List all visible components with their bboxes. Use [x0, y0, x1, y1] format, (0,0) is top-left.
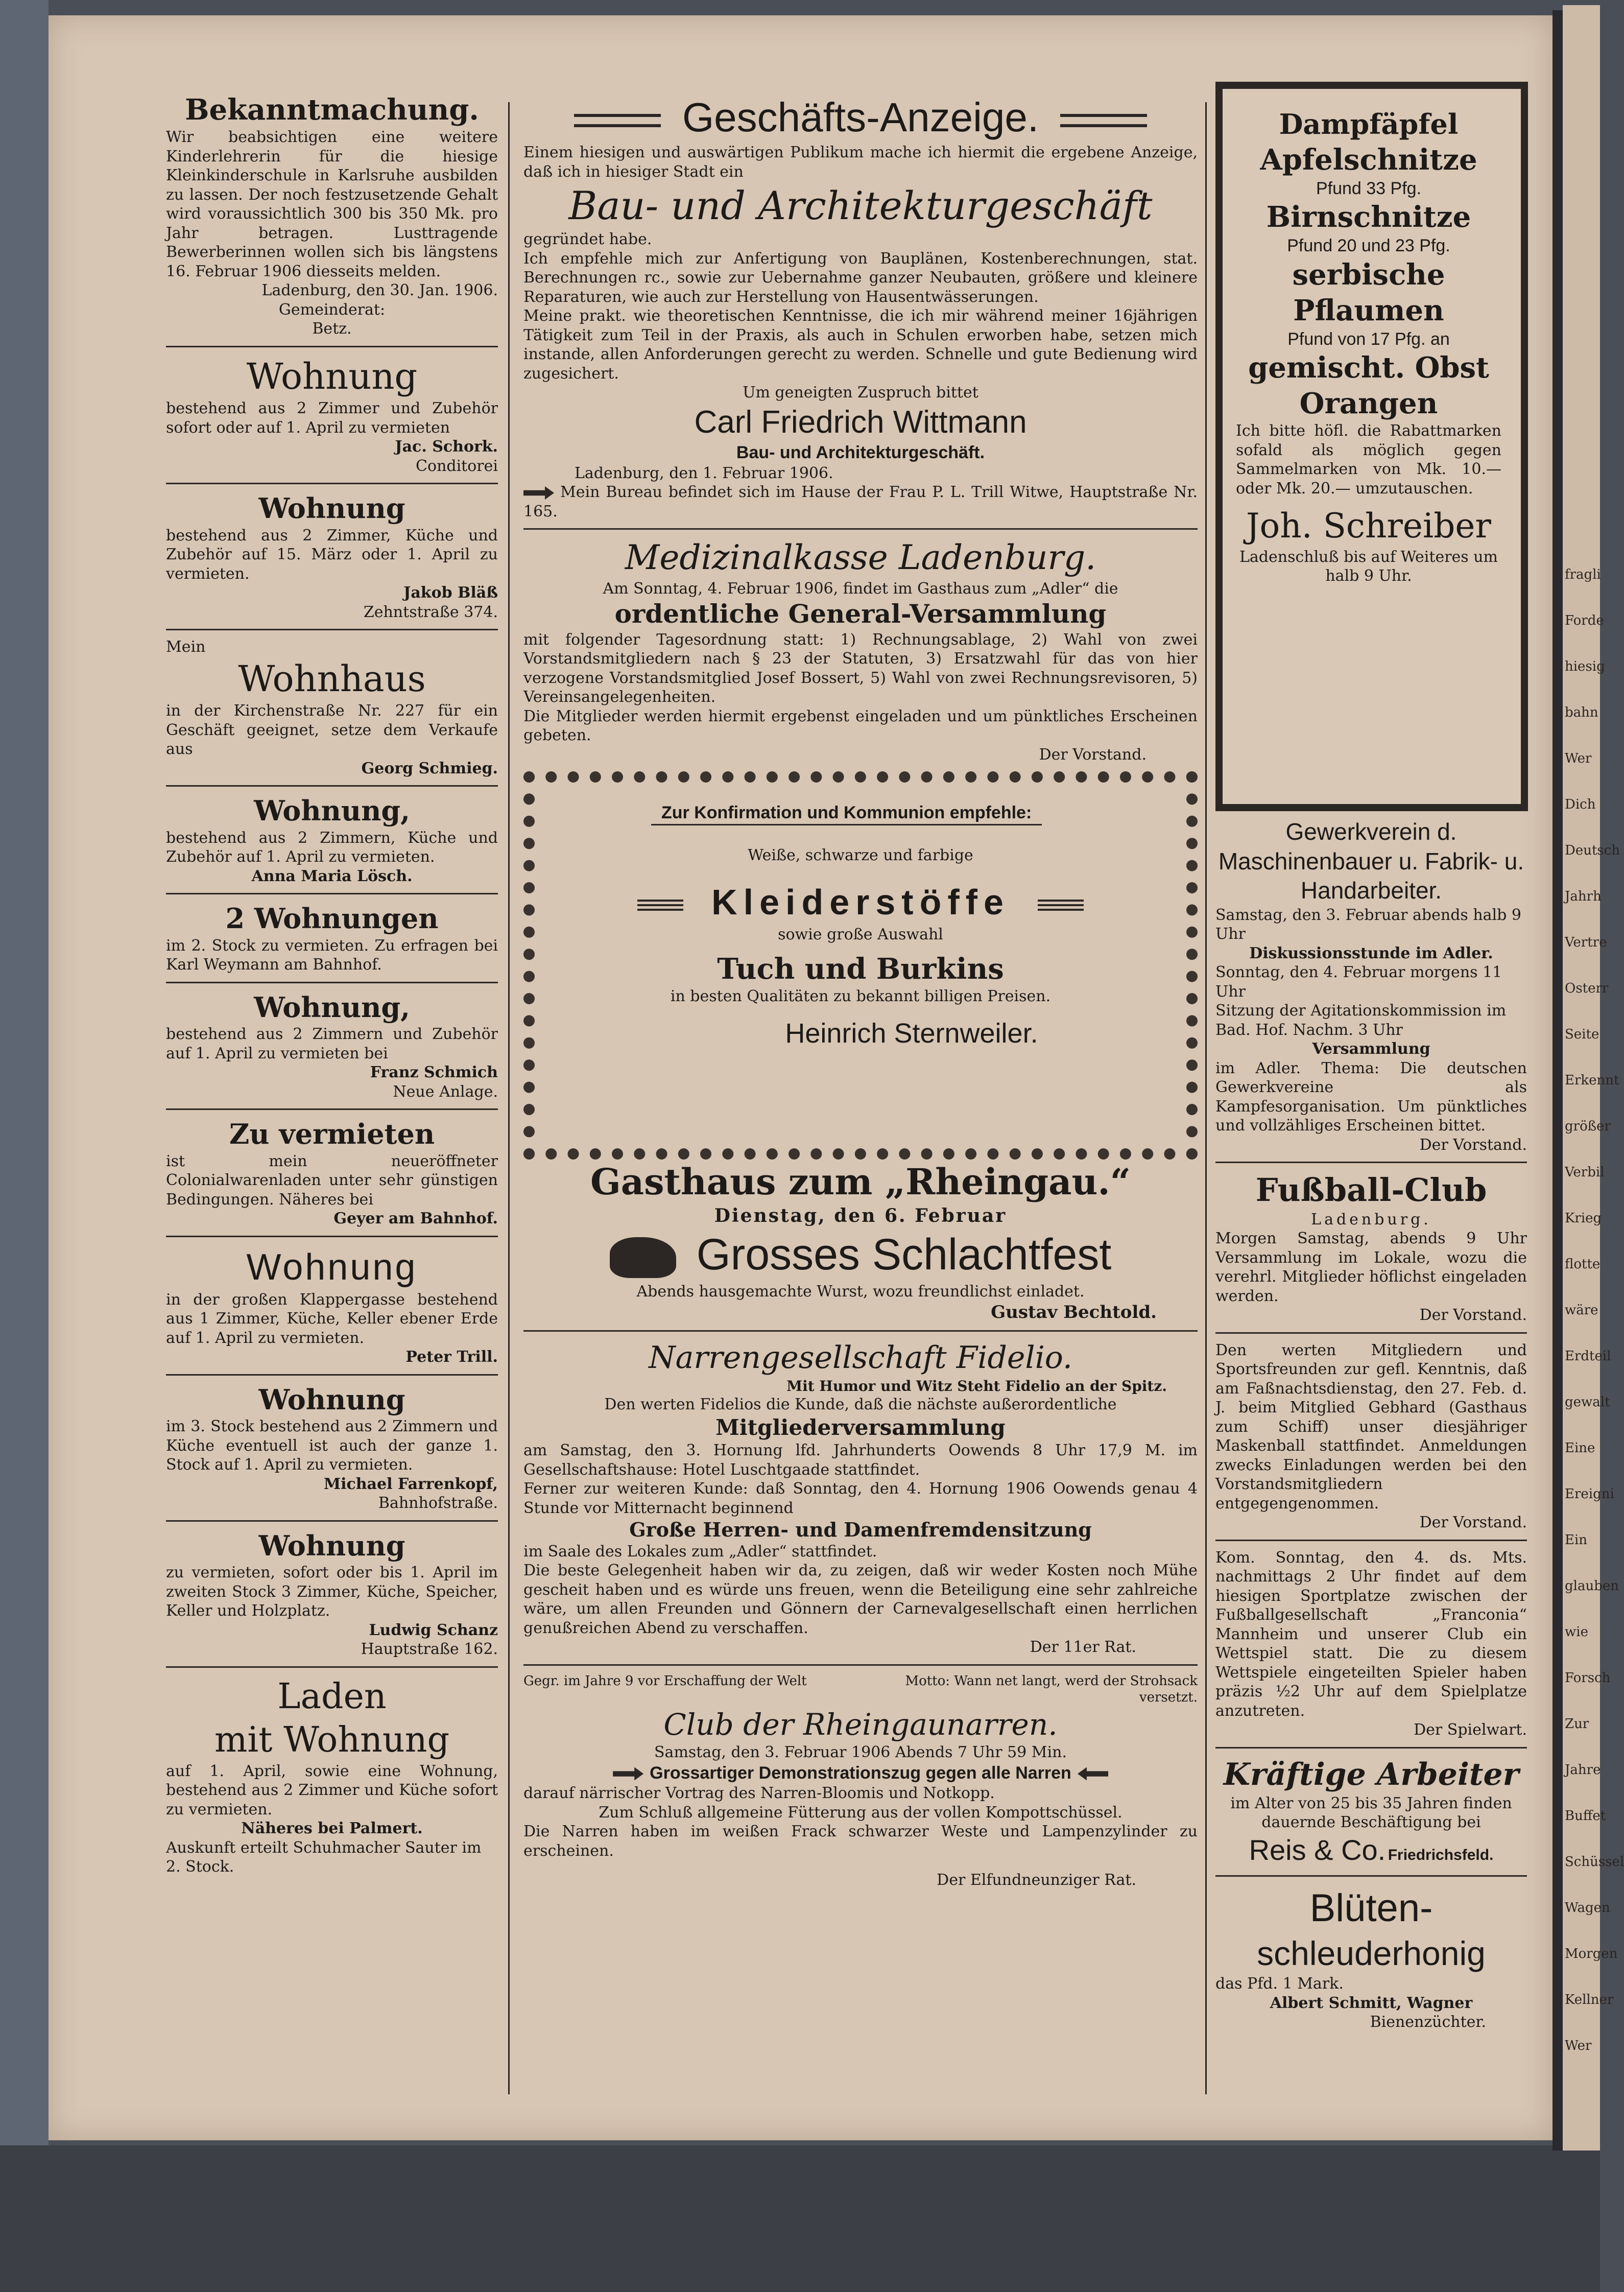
notice-body: Wir beabsichtigen eine weitere Kinderlehrerin für die hiesige Kleinkinderschule in Karlsruhe ausbilden zu lassen. Der noch festzusetzende Gehalt wird voraussichtlich 300 bis 350 Mk. pro Jahr betragen. Lusttragende Bewerberinnen wollen sich bis längstens 16. Februar 1906 diesseits melden.	[166, 128, 498, 280]
ad-title: Gewerkverein d. Maschinenbauer u. Fabrik- u. Handarbeiter.	[1218, 818, 1524, 904]
ad-sub: Bahnhofstraße.	[378, 1494, 498, 1512]
pointing-hand-icon	[523, 486, 554, 500]
rule	[523, 1664, 1198, 1666]
ad-name: Franz Schmich	[370, 1064, 498, 1081]
ad-wohnung-6	[166, 1383, 498, 1513]
ad-wohnhaus	[166, 637, 498, 778]
ad-sign-1: Der Vorstand.	[1419, 1306, 1527, 1324]
pointing-hand-icon	[613, 1767, 643, 1781]
ad-title: Wohnung,	[254, 794, 410, 827]
ad-sign: Der Elfundneunziger Rat.	[937, 1871, 1136, 1889]
ad-line-2: sowie große Auswahl	[778, 925, 943, 943]
adjacent-page-fragment: Ein	[1565, 1532, 1588, 1548]
adjacent-page-fragment: Verbil	[1565, 1165, 1605, 1180]
ad-date: Dienstag, den 6. Februar	[714, 1204, 1007, 1226]
ad-price-2: Pfund 20 und 23 Pfg.	[1287, 236, 1450, 255]
ad-title-2: schleuderhonig	[1257, 1934, 1486, 1972]
adjacent-page-fragment: wäre	[1565, 1303, 1598, 1318]
ad-body: im Alter von 25 bis 35 Jahren finden dauernde Beschäftigung bei	[1230, 1794, 1512, 1831]
adjacent-page-fragment: Eine	[1565, 1440, 1595, 1456]
rule	[1215, 1540, 1527, 1541]
ad-event-2: Große Herren- und Damenfremdensitzung	[629, 1518, 1092, 1541]
ad-intro: Den werten Fidelios die Kunde, daß die nächste außerordentliche	[604, 1396, 1117, 1413]
adjacent-page-fragment: Jahrh	[1565, 889, 1602, 904]
ad-sign: Der 11er Rat.	[1030, 1638, 1136, 1656]
ad-founded: gegründet habe.	[523, 230, 652, 248]
ad-event-1: Diskussionsstunde im Adler.	[1249, 944, 1493, 962]
ad-note: Ich bitte höfl. die Rabattmarken sofald als möglich gegen Sammelmarken von Mk. 10.— oder Mk. 20.— umzutauschen.	[1236, 422, 1501, 498]
ad-name: Ludwig Schanz	[369, 1621, 498, 1639]
pig-icon	[610, 1237, 676, 1278]
ornament-lines-left	[637, 900, 683, 911]
adjacent-page-fragment: Forde	[1565, 613, 1604, 628]
ad-event-2: Sitzung der Agitationskommission im Bad. Hof. Nachm. 3 Uhr	[1215, 1002, 1507, 1039]
adjacent-page-fragment: flotte	[1565, 1257, 1601, 1272]
ad-intro: Einem hiesigen und auswärtigen Publikum mache ich hiermit die ergebene Anzeige, daß ich in hiesiger Stadt ein	[523, 144, 1198, 181]
adjacent-page-fragment: Erdteil	[1565, 1349, 1611, 1364]
rule	[166, 1666, 498, 1668]
ad-medizinalkasse	[523, 537, 1198, 764]
ad-event-3: Versammlung	[1312, 1040, 1430, 1058]
ad-sub: Hauptstraße 162.	[361, 1640, 498, 1658]
scanner-background-bottom	[0, 2145, 1600, 2292]
ad-fidelio	[523, 1339, 1198, 1657]
ad-sub: Zehntstraße 374.	[363, 603, 498, 621]
ad-price-3: Pfund von 17 Pfg. an	[1287, 329, 1450, 349]
ad-founded: Gegr. im Jahre 9 vor Erschaffung der Welt	[523, 1673, 807, 1689]
notice-title: Bekanntmachung.	[185, 93, 479, 127]
ad-line-2: Apfelschnitze	[1260, 143, 1477, 177]
ad-body: bestehend aus 2 Zimmern, Küche und Zubehör auf 1. April zu vermieten.	[166, 829, 498, 866]
ad-name: Albert Schmitt, Wagner	[1270, 1994, 1473, 2012]
ad-wohnung-5	[166, 1244, 498, 1367]
adjacent-page-fragment: fragli	[1565, 567, 1601, 582]
adjacent-page-edge	[1563, 5, 1624, 2151]
ad-motto: Mit Humor und Witz Steht Fidelio an der Spitz.	[786, 1378, 1167, 1395]
adjacent-page-fragment: Kellner	[1565, 1992, 1614, 2007]
adjacent-page-fragment: Wagen	[1565, 1900, 1610, 1916]
rule	[166, 1236, 498, 1237]
column-divider-left	[508, 102, 510, 2094]
ad-sign: Der Vorstand.	[1039, 745, 1147, 764]
ad-body-2: Meine prakt. wie theoretischen Kenntnisse, die ich mir während meiner 16jährigen Tätigkeit zum Teil in der Praxis, als auch in Schulen erworben habe, setzen mich instande, allen Anforderungen gerecht zu werden. Schnelle und gute Bedienung wird zugesichert.	[523, 307, 1198, 383]
ad-event: ordentliche General-Versammlung	[614, 599, 1107, 629]
ad-title: 2 Wohnungen	[225, 902, 439, 935]
rule	[1215, 1747, 1527, 1748]
rule	[523, 528, 1198, 530]
pointing-hand-icon	[1078, 1767, 1108, 1781]
ad-name: Jac. Schork.	[395, 438, 498, 456]
ad-wohnung-3	[166, 794, 498, 886]
adjacent-page-fragment: bahn	[1565, 705, 1598, 720]
ad-wohnung-2	[166, 491, 498, 622]
ad-obst-frame	[1215, 82, 1542, 817]
adjacent-page-fragment: Schüssel	[1565, 1854, 1624, 1870]
ad-gewerkverein	[1215, 817, 1527, 1154]
notice-council: Gemeinderat:	[278, 300, 386, 319]
ad-sub: Bienenzüchter.	[1370, 2013, 1486, 2031]
adjacent-page-fragment: Ereigni	[1565, 1486, 1614, 1502]
ad-business: Bau- und Architekturgeschäft	[568, 183, 1153, 228]
adjacent-page-fragment: Zur	[1565, 1716, 1589, 1732]
ad-body-1: darauf närrischer Vortrag des Narren-Bloomis und Notkopp.	[523, 1784, 995, 1802]
ad-name: Joh. Schreiber	[1246, 506, 1491, 546]
binding-gutter	[1553, 10, 1563, 2151]
ad-pre: Mein	[166, 638, 206, 656]
ad-title: Medizinalkasse Ladenburg.	[625, 538, 1096, 577]
ad-body-1: am Samstag, den 3. Hornung lfd. Jahrhunderts Oowends 8 Uhr 17,9 M. im Gesellschaftshause: Hotel Luschtgaade stattfindet.	[523, 1442, 1198, 1479]
ad-name: Georg Schmieg.	[361, 759, 498, 777]
ad-geschaefts-anzeige	[523, 92, 1198, 521]
ad-line-1: Dampfäpfel	[1279, 108, 1459, 140]
ad-title: Gasthaus zum „Rheingau.“	[590, 1161, 1131, 1203]
ad-2-wohnungen	[166, 902, 498, 975]
ad-event: Grossartiger Demonstrationszug gegen alle Narren	[650, 1763, 1071, 1783]
rule	[166, 982, 498, 983]
ad-sign: Der Vorstand.	[1419, 1136, 1527, 1154]
ornament-bar-right	[1060, 114, 1147, 127]
ad-close: Die Mitglieder werden hiermit ergebenst eingeladen und um pünktliches Erscheinen gebeten.	[523, 707, 1198, 744]
ad-event: Grosses Schlachtfest	[696, 1230, 1112, 1279]
ad-title: Wohnung	[258, 492, 405, 525]
column-divider-right	[1205, 102, 1207, 2094]
ad-info: Näheres bei Palmert.	[241, 1820, 423, 1837]
column-left	[166, 92, 498, 1877]
ad-fussball-club	[1215, 1170, 1527, 1740]
ad-body: in der Kirchenstraße Nr. 227 für ein Geschäft geeignet, setze dem Verkaufe aus	[166, 702, 498, 758]
ad-sub: Bau- und Architekturgeschäft.	[736, 443, 985, 462]
rule	[166, 483, 498, 484]
adjacent-page-fragment: Buffet	[1565, 1808, 1606, 1824]
adjacent-page-fragment: Dich	[1565, 797, 1596, 812]
notice-signature: Betz.	[312, 320, 352, 338]
rule	[1215, 1162, 1527, 1163]
ad-body: zu vermieten, sofort oder bis 1. April im zweiten Stock 3 Zimmer, Küche, Speicher, Keller und Holzplatz.	[166, 1564, 498, 1620]
ad-body-2: Ferner zur weiteren Kunde: daß Sonntag, den 4. Hornung 1906 Oowends genau 4 Stunde vor Mitternacht beginnend	[523, 1480, 1198, 1517]
ad-close: Ladenschluß bis auf Weiteres um halb 9 Uhr.	[1239, 548, 1498, 585]
adjacent-page-fragment: Deutsch	[1565, 843, 1620, 858]
rule	[1215, 1332, 1527, 1334]
ad-body-1: Samstag, den 3. Februar abends halb 9 Uhr	[1215, 906, 1521, 943]
ad-date: Ladenburg, den 1. Februar 1906.	[575, 464, 833, 482]
ad-body-3: Kom. Sonntag, den 4. ds. Mts. nachmittags 2 Uhr findet auf dem hiesigen Sportplatze zwischen der Fußballgesellschaft „Franconia“ Mannheim und unserer Club ein Wettspiel statt. Die zu diesem Wettspiele eingeteilten Spieler haben präzis ½2 Uhr auf dem Spielplatze anzutreten.	[1215, 1548, 1527, 1720]
adjacent-page-fragment: hiesig	[1565, 659, 1605, 674]
adjacent-page-fragment: gewalt	[1565, 1395, 1610, 1410]
rule	[166, 346, 498, 347]
ad-name: Heinrich Sternweiler.	[785, 1018, 1038, 1049]
ad-honig	[1215, 1884, 1527, 2032]
ad-name: Geyer am Bahnhof.	[333, 1210, 498, 1227]
ad-body-4: Die beste Gelegenheit haben wir da, zu zeigen, daß wir weder Kosten noch Mühe gescheit haben und es würde uns freuen, wenn die Beteiligung eine sehr zahlreiche wäre, um allen Freunden und Gönnern der Carnevalgesellschaft einen herrlichen genußreichen Abend zu verschaffen.	[523, 1562, 1198, 1637]
ad-body-1: Morgen Samstag, abends 9 Uhr Versammlung im Lokale, wozu die verehrl. Mitglieder höflichst eingeladen werden.	[1215, 1230, 1527, 1305]
ad-motto: Motto: Wann net langt, werd der Strohsack versetzt.	[905, 1673, 1198, 1705]
ad-office: Mein Bureau befindet sich im Hause der Frau P. L. Trill Witwe, Hauptstraße Nr. 165.	[523, 483, 1198, 521]
ad-place: Friedrichsfeld.	[1388, 1846, 1494, 1863]
ad-line-6: gemischt. Obst	[1248, 351, 1489, 385]
ad-body: bestehend aus 2 Zimmer, Küche und Zubehör auf 15. März oder 1. April zu vermieten.	[166, 526, 498, 583]
newspaper-page	[49, 15, 1553, 2140]
ad-line-3: in besten Qualitäten zu bekannt billigen Preisen.	[670, 987, 1051, 1005]
ad-title: Kräftige Arbeiter	[1223, 1756, 1519, 1792]
adjacent-page-fragment: glauben	[1565, 1578, 1619, 1594]
column-middle	[523, 92, 1198, 1890]
ad-title: Geschäfts-Anzeige.	[682, 94, 1039, 140]
column-right	[1215, 82, 1542, 2032]
ad-title: Club der Rheingaunarren.	[663, 1707, 1058, 1742]
ad-body: im 2. Stock zu vermieten. Zu erfragen bei Karl Weymann am Bahnhof.	[166, 936, 498, 974]
ad-price: das Pfd. 1 Mark.	[1215, 1975, 1344, 1993]
ad-name: Peter Trill.	[405, 1348, 498, 1366]
ad-name: Gustav Bechtold.	[991, 1302, 1157, 1322]
ad-zu-vermieten	[166, 1117, 498, 1228]
ad-title: Fußball-Club	[1255, 1171, 1487, 1209]
ad-body: ist mein neueröffneter Colonialwarenladen unter sehr günstigen Bedingungen. Näheres bei	[166, 1152, 498, 1209]
ad-sub: Conditorei	[416, 457, 498, 475]
ad-title: Wohnung,	[254, 990, 410, 1024]
ad-sub: Neue Anlage.	[393, 1082, 498, 1101]
ad-line-5: Pflaumen	[1293, 293, 1444, 327]
ad-body-2: Sonntag, den 4. Februar morgens 11 Uhr	[1215, 963, 1502, 1001]
ad-body-2: Zum Schluß allgemeine Fütterung aus der vollen Kompottschüssel.	[599, 1803, 1123, 1822]
ad-sign-3: Der Spielwart.	[1414, 1721, 1527, 1739]
adjacent-page-fragment: Osterr	[1565, 981, 1609, 996]
ad-name: Jakob Bläß	[403, 584, 498, 602]
ad-name: Michael Farrenkopf,	[323, 1475, 498, 1493]
ad-wohnung-7	[166, 1529, 498, 1659]
ad-gasthaus	[523, 1160, 1198, 1323]
ad-date: Samstag, den 3. Februar 1906 Abends 7 Uhr 59 Min.	[654, 1743, 1067, 1761]
rule	[166, 1520, 498, 1522]
notice-date: Ladenburg, den 30. Jan. 1906.	[261, 281, 498, 299]
adjacent-page-fragment: Wer	[1565, 2038, 1592, 2053]
ad-line-7: Orangen	[1299, 387, 1438, 420]
ad-title: Wohnung	[258, 1383, 405, 1416]
rule	[166, 785, 498, 787]
ad-title: Wohnhaus	[238, 657, 426, 700]
adjacent-page-fragment: Forsch	[1565, 1670, 1611, 1686]
rule	[166, 893, 498, 894]
ad-name: Carl Friedrich Wittmann	[694, 404, 1027, 440]
ad-intro: Am Sonntag, 4. Februar 1906, findet im Gasthaus zum „Adler“ die	[603, 579, 1118, 598]
ad-club-rheingaunarren	[523, 1673, 1198, 1890]
ad-product: Kleiderstöffe	[711, 882, 1010, 922]
adjacent-page-fragment: Vertre	[1565, 935, 1607, 950]
ad-body: bestehend aus 2 Zimmern und Zubehör auf 1. April zu vermieten bei	[166, 1025, 498, 1062]
adjacent-page-fragment: Krieg	[1565, 1211, 1602, 1226]
ad-title-2: mit Wohnung	[214, 1719, 450, 1760]
ornament-bar-left	[574, 114, 661, 127]
adjacent-page-fragment: Erkennt	[1565, 1073, 1619, 1088]
scanner-background-left	[0, 0, 49, 2292]
ad-body-3: im Saale des Lokales zum „Adler“ stattfindet.	[523, 1542, 877, 1561]
adjacent-page-fragment: wie	[1565, 1624, 1588, 1640]
rule	[523, 1330, 1198, 1332]
ad-line-1: Weiße, schwarze und farbige	[748, 846, 973, 864]
rule	[166, 1374, 498, 1376]
adjacent-page-fragment: Wer	[1565, 751, 1592, 766]
ad-body: Abends hausgemachte Wurst, wozu freundlichst einladet.	[636, 1283, 1085, 1301]
ad-name: Reis & Co.	[1249, 1833, 1386, 1866]
ad-title: Wohnung	[246, 355, 418, 397]
ad-body-1: Ich empfehle mich zur Anfertigung von Bauplänen, Kostenberechnungen, stat. Berechnungen rc., sowie zur Uebernahme ganzer Neubauten, größere und kleinere Reparaturen, wie auch zur Herstellung von Hausentwässerungen.	[523, 249, 1198, 306]
ad-arbeiter	[1215, 1756, 1527, 1868]
ad-wohnung-1	[166, 355, 498, 476]
ad-heading: Zur Konfirmation und Kommunion empfehle:	[651, 802, 1042, 825]
adjacent-page-fragment: Seite	[1565, 1027, 1599, 1042]
rule	[166, 629, 498, 630]
ad-body: auf 1. April, sowie eine Wohnung, bestehend aus 2 Zimmer und Küche sofort zu vermieten.	[166, 1762, 498, 1818]
ad-line-3: Birnschnitze	[1266, 200, 1471, 234]
ad-body-3: im Adler. Thema: Die deutschen Gewerkvereine als Kampfesorganisation. Um pünktliches und vollzähliges Erscheinen bittet.	[1215, 1059, 1527, 1135]
ad-title: Narrengesellschaft Fidelio.	[649, 1340, 1072, 1376]
ad-name: Anna Maria Lösch.	[251, 867, 413, 885]
ad-body: mit folgender Tagesordnung statt: 1) Rechnungsablage, 2) Wahl von zwei Vorstandsmitgliedern nach § 23 der Statuten, 3) Ersatzwahl für das von hier verzogene Vorstandsmitglied Josef Bossert, 5) Wahl von zwei Rechnungsrevisoren, 5) Vereinsangelegenheiten.	[523, 630, 1198, 706]
adjacent-page-fragment: Jahre	[1565, 1762, 1601, 1778]
ad-body-2: Den werten Mitgliedern und Sportsfreunden zur gefl. Kenntnis, daß am Faßnachtsdienstag, den 27. Feb. d. J. beim Mitglied Gebhard (Gasthaus zum Schiff) unser diesjähriger Maskenball stattfindet. Anmeldungen zwecks Einladungen werden bei den Vorstandsmitgliedern entgegengenommen.	[1215, 1341, 1527, 1513]
ad-body: im 3. Stock bestehend aus 2 Zimmern und Küche eventuell ist auch der ganze 1. Stock auf 1. April zu vermieten.	[166, 1417, 498, 1474]
rule	[166, 1108, 498, 1110]
ad-line-4: serbische	[1292, 257, 1445, 292]
ad-price-1: Pfund 33 Pfg.	[1316, 178, 1422, 198]
ad-laden	[166, 1675, 498, 1877]
ad-title: Zu vermieten	[229, 1118, 435, 1150]
ad-title: Laden	[277, 1676, 387, 1717]
ad-event: Mitgliederversammlung	[715, 1414, 1006, 1440]
ad-city: Ladenburg.	[1311, 1210, 1431, 1228]
adjacent-page-fragment: Morgen	[1565, 1946, 1618, 1962]
ad-body: bestehend aus 2 Zimmer und Zubehör sofort oder auf 1. April zu vermieten	[166, 399, 498, 437]
ad-foot: Auskunft erteilt Schuhmacher Sauter im 2. Stock.	[166, 1838, 482, 1876]
ornament-lines-right	[1038, 900, 1084, 911]
ad-title: Blüten-	[1309, 1886, 1433, 1930]
ad-body-3: Die Narren haben im weißen Frack schwarzer Weste und Lampenzylinder zu erscheinen.	[523, 1823, 1198, 1860]
ad-product-2: Tuch und Burkins	[717, 952, 1004, 986]
ad-kleiderstoffe	[523, 771, 1198, 1160]
ad-title: Wohnung	[258, 1529, 405, 1562]
ad-wohnung-4	[166, 990, 498, 1102]
ad-body: in der großen Klappergasse bestehend aus 1 Zimmer, Küche, Keller ebener Erde auf 1. April zu vermieten.	[166, 1290, 498, 1347]
adjacent-page-fragment: größer	[1565, 1119, 1611, 1134]
ad-sign-2: Der Vorstand.	[1419, 1514, 1527, 1531]
notice-bekanntmachung	[166, 92, 498, 339]
ad-title: Wohnung	[246, 1246, 418, 1288]
ad-body-3: Um geneigten Zuspruch bittet	[743, 384, 978, 401]
rule	[1215, 1875, 1527, 1877]
